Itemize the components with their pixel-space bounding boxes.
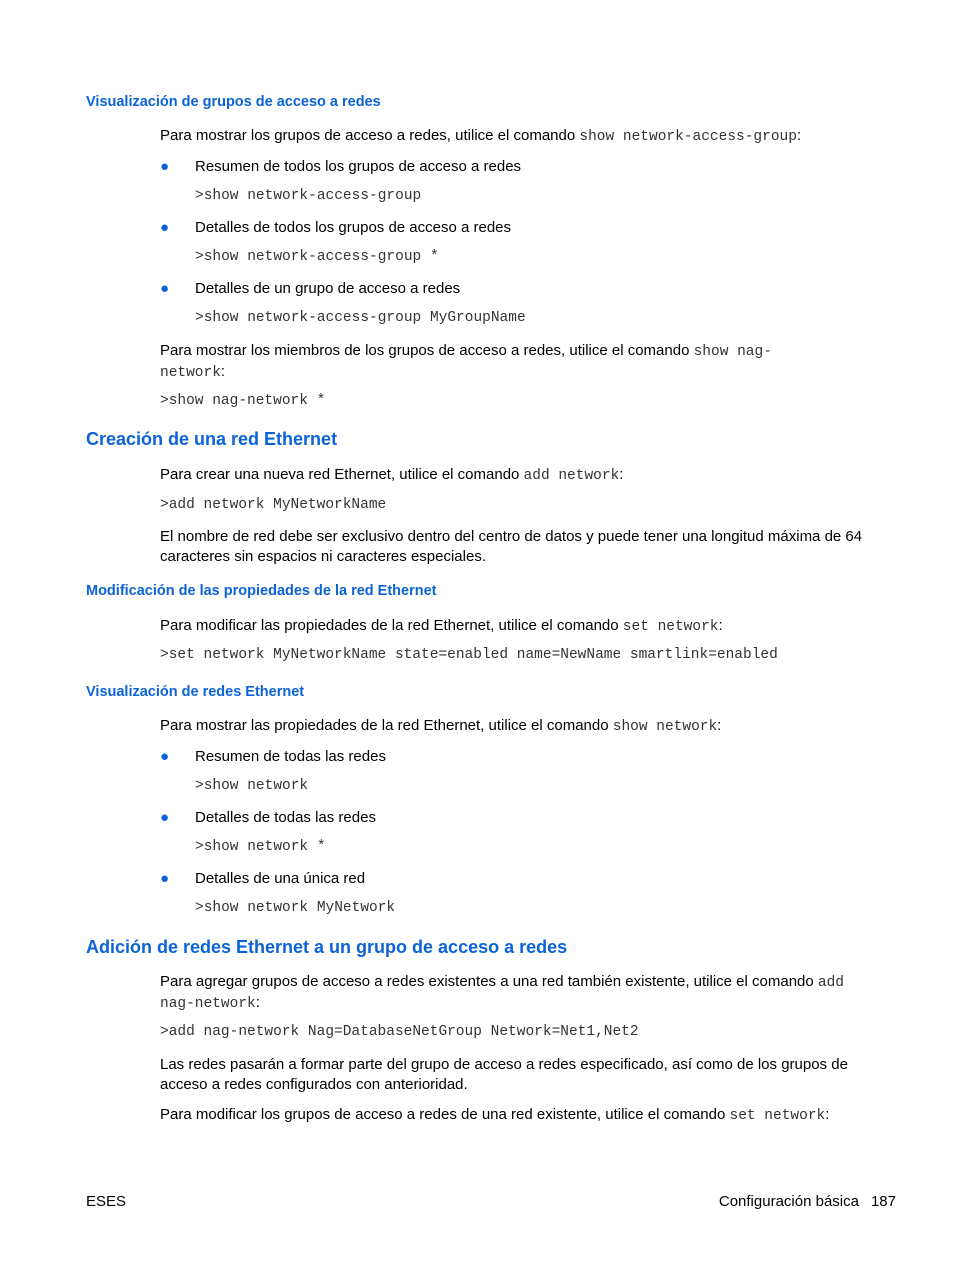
bullet-icon: ● xyxy=(160,809,170,826)
punctuation: : xyxy=(255,994,260,1011)
bullet-icon: ● xyxy=(160,870,170,887)
paragraph-text: Para crear una nueva red Ethernet, utilice el comando xyxy=(160,466,524,483)
footer-title: Configuración básica xyxy=(718,1193,859,1210)
inline-command: network xyxy=(160,365,221,381)
section-heading-create-network: Creación de una red Ethernet xyxy=(86,429,338,449)
bullet-item-summary-networks: Resumen de todas las redes xyxy=(195,748,386,765)
code-line: >show network-access-group xyxy=(195,188,422,204)
page-number: 187 xyxy=(870,1193,896,1210)
paragraph-text: Para mostrar los miembros de los grupos de acceso a redes, utilice el comando xyxy=(160,342,694,359)
paragraph-name-note: El nombre de red debe ser exclusivo dentro del centro de datos y puede tener una longitud máxima de 64 caracteres sin espacios ni caracteres especiales. xyxy=(160,528,863,565)
section-heading-modify-network: Modificación de las propiedades de la red Ethernet xyxy=(86,583,437,599)
paragraph-text: Para modificar las propiedades de la red Ethernet, utilice el comando xyxy=(160,617,623,634)
bullet-icon: ● xyxy=(160,748,170,765)
punctuation: : xyxy=(220,363,226,380)
paragraph-intro-view-nag xyxy=(160,126,880,147)
paragraph-modify-nag xyxy=(160,1105,880,1126)
inline-command: add nag-network xyxy=(160,975,844,1012)
paragraph-intro-create xyxy=(160,465,880,486)
footer-locale: ESES xyxy=(86,1193,127,1210)
punctuation: : xyxy=(825,1106,830,1123)
inline-command: show network xyxy=(612,719,718,735)
section-heading-view-networks: Visualización de redes Ethernet xyxy=(86,684,305,700)
code-line: >add network MyNetworkName xyxy=(160,497,387,513)
code-line: >show network xyxy=(195,778,309,794)
bullet-item-details-all-nag: Detalles de todos los grupos de acceso a redes xyxy=(195,219,512,236)
paragraph-intro-add-nag xyxy=(160,972,880,1014)
paragraph-intro-modify xyxy=(160,616,880,637)
code-line: >show network-access-group * xyxy=(195,249,439,265)
punctuation: : xyxy=(718,617,723,634)
paragraph-text: Para agregar grupos de acceso a redes existentes a una red también existente, utilice el comando xyxy=(160,973,818,990)
paragraph-members xyxy=(160,341,880,383)
inline-command: show network-access-group xyxy=(579,129,797,145)
paragraph-text: Para mostrar las propiedades de la red Ethernet, utilice el comando xyxy=(160,717,613,734)
code-line: >show nag-network * xyxy=(160,393,326,409)
bullet-item-details-one-nag: Detalles de un grupo de acceso a redes xyxy=(195,280,461,297)
inline-command: set network xyxy=(729,1108,826,1124)
bullet-item-summary-nag: Resumen de todos los grupos de acceso a redes xyxy=(195,158,522,175)
inline-command: show nag- xyxy=(693,344,772,360)
inline-command: add network xyxy=(523,468,620,484)
code-line: >set network MyNetworkName state=enabled name=NewName smartlink=enabled xyxy=(160,647,778,663)
bullet-item-details-one-network: Detalles de una única red xyxy=(195,870,366,887)
punctuation: : xyxy=(717,717,722,734)
bullet-icon: ● xyxy=(160,158,170,175)
bullet-icon: ● xyxy=(160,219,170,236)
punctuation: : xyxy=(796,127,802,144)
code-line: >show network-access-group MyGroupName xyxy=(195,310,526,326)
code-line: >show network * xyxy=(195,839,326,855)
code-line: >add nag-network Nag=DatabaseNetGroup Network=Net1,Net2 xyxy=(160,1024,639,1040)
paragraph-text: Para mostrar los grupos de acceso a redes, utilice el comando xyxy=(160,127,580,144)
footer-page-info xyxy=(719,1193,896,1210)
paragraph-text: Para modificar los grupos de acceso a redes de una red existente, utilice el comando xyxy=(160,1106,730,1123)
paragraph-nag-note: Las redes pasarán a formar parte del grupo de acceso a redes especificado, así como de los grupos de acceso a redes configurados con anterioridad. xyxy=(160,1056,848,1093)
bullet-item-details-all-networks: Detalles de todas las redes xyxy=(195,809,376,826)
section-heading-view-nag: Visualización de grupos de acceso a redes xyxy=(86,94,381,110)
inline-command: set network xyxy=(622,619,719,635)
section-heading-add-to-nag: Adición de redes Ethernet a un grupo de acceso a redes xyxy=(86,937,568,957)
code-line: >show network MyNetwork xyxy=(195,900,396,916)
paragraph-intro-view-networks xyxy=(160,716,880,737)
punctuation: : xyxy=(619,466,624,483)
bullet-icon: ● xyxy=(160,280,170,297)
